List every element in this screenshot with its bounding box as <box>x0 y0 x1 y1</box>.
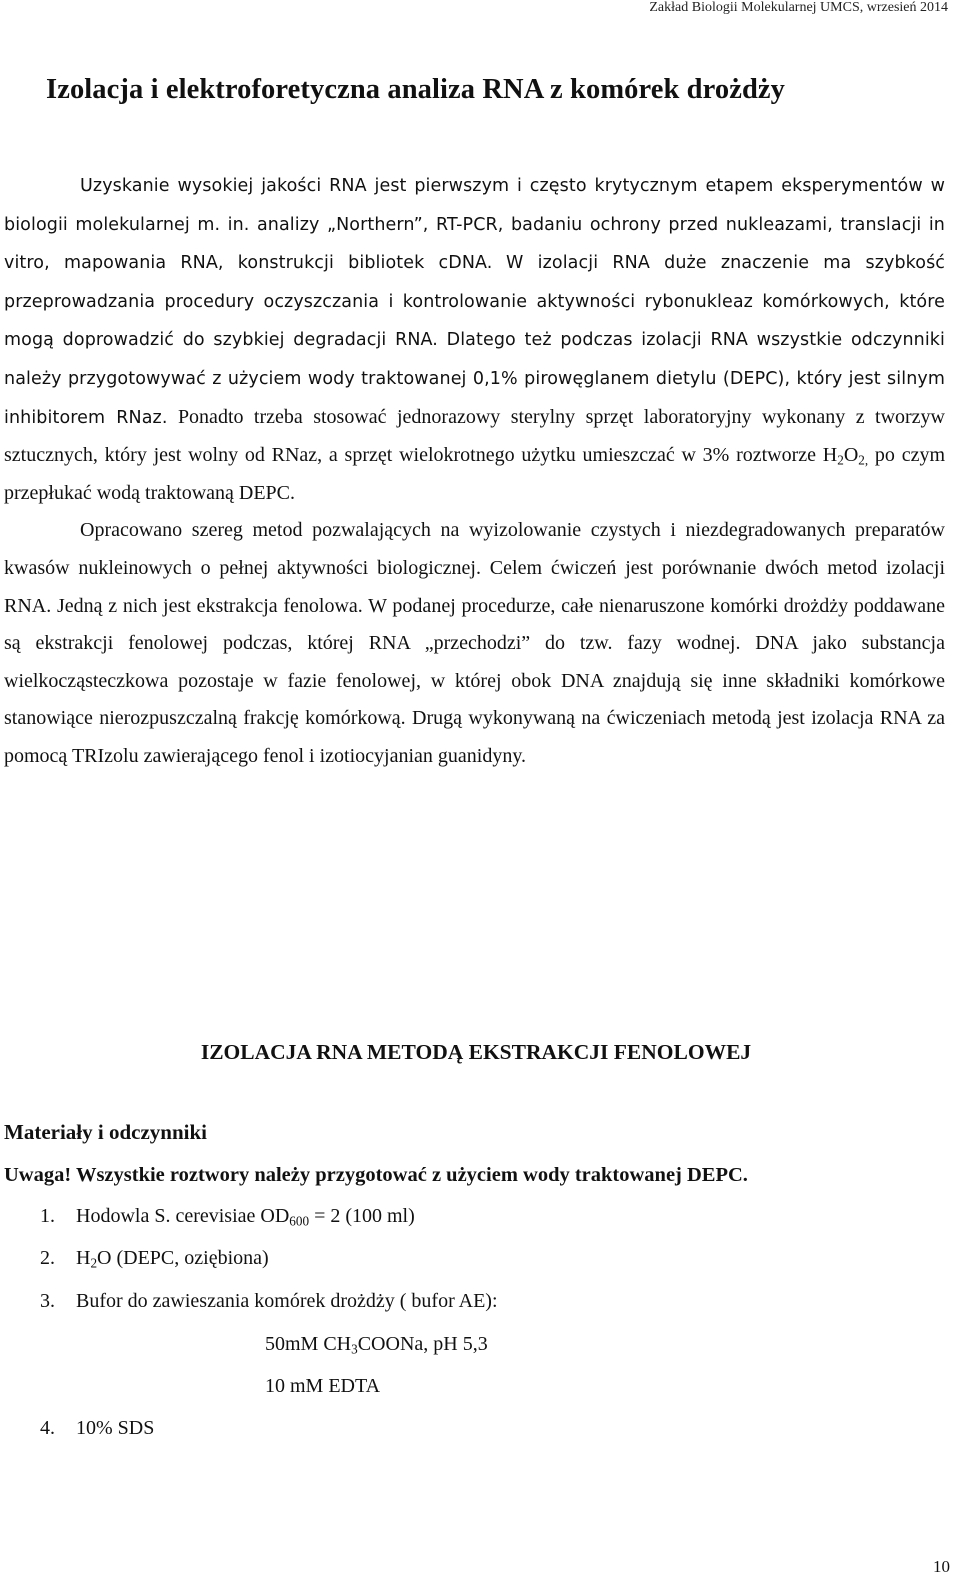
subscript: 2 <box>90 1255 98 1271</box>
formula-part: O <box>843 444 859 467</box>
page-number: 10 <box>933 1557 950 1576</box>
buffer-text: 50mM CH <box>265 1333 352 1355</box>
subscript: 3 <box>351 1341 358 1357</box>
list-number: 4. <box>40 1417 55 1439</box>
intro-sentence-2: W izolacji RNA duże znaczenie ma szybkość przeprowadzania procedury oczyszczania i kontrolowanie aktywności rybonukleaz komórkowych, które mogą doprowadzić do szybkiej degradacji RNA. Dlatego też podczas izolacji RNA wszystkie odczynniki należy przygotowywać z użyciem wody traktowanej 0,1% pirowęglanem dietylu (DEPC), który jest silnym inhibitorem RNaz. <box>4 253 946 428</box>
intro-sentence-3-end: po czym przepłukać wodą traktowaną DEPC. <box>4 444 945 504</box>
list-item-4 <box>40 1417 154 1440</box>
list-number: 2. <box>40 1247 55 1269</box>
document-title: Izolacja i elektroforetyczna analiza RNA z komórek drożdży <box>46 74 786 105</box>
list-text-end: = 2 (100 ml) <box>309 1205 415 1227</box>
list-item-1 <box>40 1205 415 1228</box>
buffer-line-1 <box>265 1333 488 1356</box>
intro-sentence-1: Uzyskanie wysokiej jakości RNA jest pierwszym i często krytycznym etapem eksperymentów w biologii molekularnej m. in. analizy „Northern”, RT-PCR, badaniu ochrony przed nukleazami, translacji in vitro, mapowania RNA, konstrukcji bibliotek cDNA. <box>4 176 945 274</box>
list-text-end: O (DEPC, oziębiona) <box>97 1247 269 1269</box>
subscript: 600 <box>289 1213 310 1229</box>
intro-sentence-3-text: Ponadto trzeba stosować jednorazowy sterylny sprzęt laboratoryjny wykonany z tworzyw sztucznych, który jest wolny od RNaz, a sprzęt wielokrotnego użytku umieszczać w 3% roztworze H <box>4 405 945 467</box>
section-heading: IZOLACJA RNA METODĄ EKSTRAKCJI FENOLOWEJ <box>200 1040 752 1064</box>
list-number: 1. <box>40 1205 55 1227</box>
list-number: 3. <box>40 1290 55 1312</box>
intro-paragraph-2: Opracowano szereg metod pozwalających na wyizolowanie czystych i niezdegradowanych preparatów kwasów nukleinowych o pełnej aktywności biologicznej. Celem ćwiczeń jest porównanie dwóch metod izolacji RNA. Jedną z nich jest ekstrakcja fenolowa. W podanej procedurze, całe nienaruszone komórki drożdży poddawane są ekstrakcji fenolowej podczas, której RNA „przechodzi” do tzw. fazy wodnej. DNA jako substancja wielkocząsteczkowa pozostaje w fazie fenolowej, w której obok DNA znajdują się inne składniki komórkowe stanowiące nierozpuszczalną frakcję komórkową. Drugą wykonywaną na ćwiczeniach metodą jest izolacja RNA za pomocą TRIzolu zawierającego fenol i izotiocyjanian guanidyny. <box>4 519 945 767</box>
subscript: 2 <box>837 452 844 468</box>
intro-paragraph-1 <box>4 167 945 512</box>
intro-text <box>4 167 945 776</box>
header-note: Zakład Biologii Molekularnej UMCS, wrzesień 2014 <box>649 0 948 15</box>
list-item-2 <box>40 1247 269 1270</box>
warning-note: Uwaga! Wszystkie roztwory należy przygotować z użyciem wody traktowanej DEPC. <box>4 1164 748 1186</box>
subscript: 2, <box>858 452 869 468</box>
list-text: 10% SDS <box>76 1417 155 1439</box>
list-text: H <box>76 1247 91 1269</box>
list-text: Hodowla S. cerevisiae OD <box>76 1205 290 1227</box>
list-item-3 <box>40 1290 498 1313</box>
list-text: Bufor do zawieszania komórek drożdży ( bufor AE): <box>76 1290 498 1312</box>
buffer-text-end: COONa, pH 5,3 <box>357 1333 488 1355</box>
buffer-line-2: 10 mM EDTA <box>265 1375 381 1397</box>
materials-heading: Materiały i odczynniki <box>4 1120 207 1144</box>
